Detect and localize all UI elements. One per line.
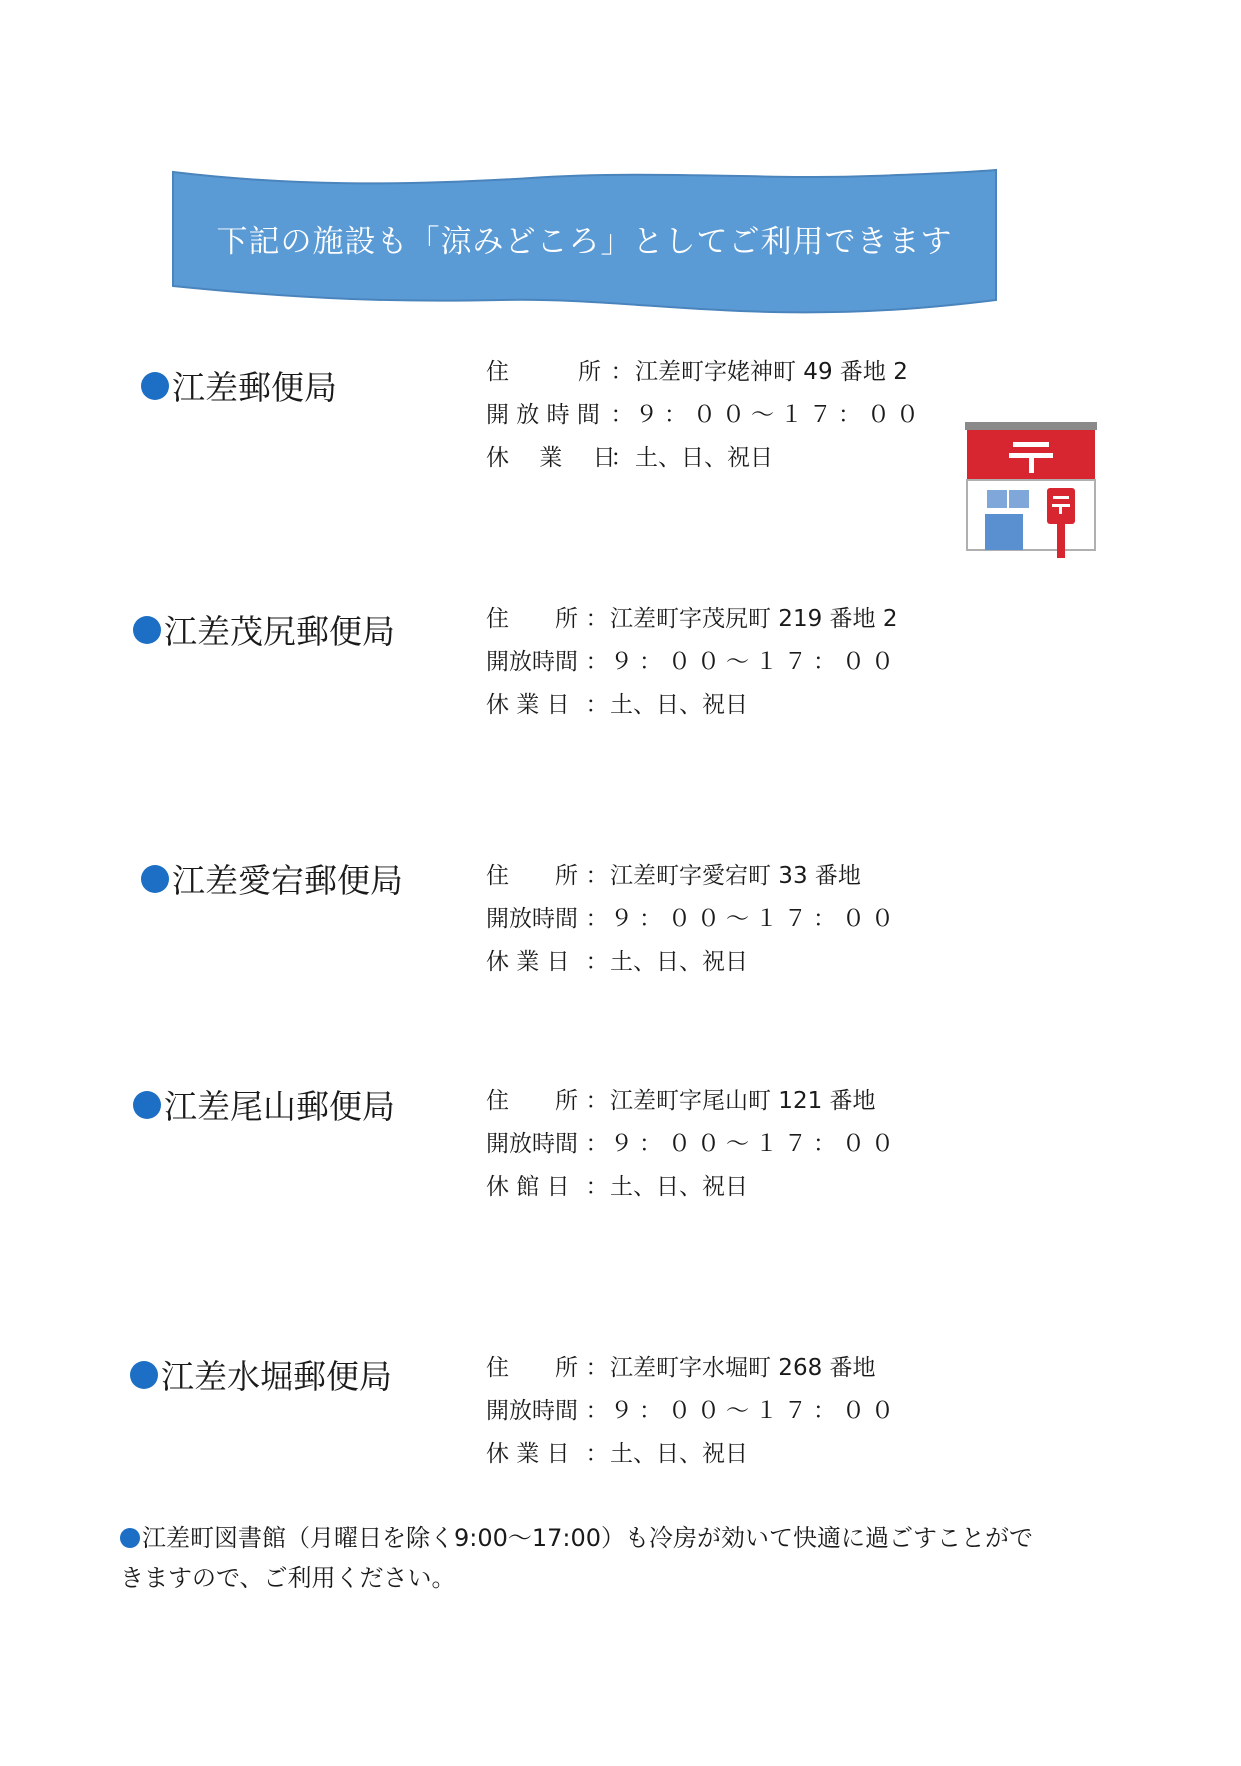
closed-days-label: 休 業 日 (486, 1441, 570, 1467)
banner (171, 168, 998, 316)
hours-label: 開放時間 (486, 1131, 578, 1157)
closed-days-row (486, 684, 900, 727)
hours-value: ９：００～１７：００ (610, 649, 900, 675)
closed-days-value: 土、日、祝日 (610, 1441, 748, 1467)
address-label: 住 所 (486, 1088, 578, 1114)
separator: ： (585, 692, 609, 718)
address-value: 江差町字水堀町 268 番地 (610, 1355, 876, 1381)
closed-days-row (486, 437, 925, 480)
hours-label: 開放時間 (486, 1398, 578, 1424)
post-office-icon (963, 420, 1099, 562)
address-value: 江差町字茂尻町 219 番地 2 (610, 606, 898, 632)
bullet-icon (133, 1091, 161, 1119)
hours-label: 開 放 時 間 (486, 402, 600, 428)
hours-row (486, 1390, 900, 1433)
bullet-icon (141, 372, 169, 400)
closed-days-row (486, 941, 900, 984)
closed-days-row (486, 1166, 900, 1209)
office-name: 江差茂尻郵便局 (164, 612, 395, 651)
separator: ： (585, 1441, 609, 1467)
office-name: 江差郵便局 (172, 368, 337, 407)
address-value: 江差町字姥神町 49 番地 2 (635, 359, 908, 385)
office-details (486, 598, 900, 727)
hours-value: ９：００～１７：００ (635, 402, 925, 428)
address-row (486, 1347, 900, 1390)
separator: ： (610, 359, 634, 385)
separator: ： (585, 906, 609, 932)
hours-label: 開放時間 (486, 649, 578, 675)
bullet-icon (141, 865, 169, 893)
closed-days-value: 土、日、祝日 (610, 692, 748, 718)
separator: ： (585, 863, 609, 889)
hours-row (486, 394, 925, 437)
separator: ： (610, 445, 634, 471)
bullet-icon (133, 616, 161, 644)
address-row (486, 598, 900, 641)
office-name-heading (133, 1081, 395, 1128)
office-name-heading (141, 362, 337, 409)
separator: ： (585, 1355, 609, 1381)
hours-value: ９：００～１７：００ (610, 906, 900, 932)
office-details (486, 351, 925, 480)
office-details (486, 1080, 900, 1209)
office-name: 江差愛宕郵便局 (172, 861, 403, 900)
address-label: 住 所 (486, 863, 578, 889)
address-label: 住 所 (486, 606, 578, 632)
address-value: 江差町字尾山町 121 番地 (610, 1088, 876, 1114)
address-row (486, 855, 900, 898)
address-row (486, 1080, 900, 1123)
closed-days-value: 土、日、祝日 (610, 949, 748, 975)
bullet-icon (130, 1361, 158, 1389)
address-row (486, 351, 925, 394)
closed-days-label: 休 館 日 (486, 1174, 570, 1200)
closed-days-value: 土、日、祝日 (610, 1174, 748, 1200)
separator: ： (585, 1174, 609, 1200)
closed-days-label: 休 業 日 (486, 445, 616, 471)
separator: ： (585, 649, 609, 675)
office-name: 江差水堀郵便局 (161, 1357, 392, 1396)
office-details (486, 1347, 900, 1476)
separator: ： (585, 606, 609, 632)
separator: ： (585, 1131, 609, 1157)
office-details (486, 855, 900, 984)
address-label: 住 所 (486, 359, 601, 385)
separator: ： (585, 1088, 609, 1114)
closed-days-row (486, 1433, 900, 1476)
office-name: 江差尾山郵便局 (164, 1087, 395, 1126)
office-name-heading (141, 855, 403, 902)
hours-value: ９：００～１７：００ (610, 1131, 900, 1157)
office-name-heading (130, 1351, 392, 1398)
address-label: 住 所 (486, 1355, 578, 1381)
office-name-heading (133, 606, 395, 653)
closed-days-value: 土、日、祝日 (635, 445, 773, 471)
hours-value: ９：００～１７：００ (610, 1398, 900, 1424)
closed-days-label: 休 業 日 (486, 949, 570, 975)
hours-row (486, 1123, 900, 1166)
hours-row (486, 898, 900, 941)
hours-row (486, 641, 900, 684)
bullet-icon (120, 1528, 140, 1548)
address-value: 江差町字愛宕町 33 番地 (610, 863, 861, 889)
library-note (120, 1518, 1040, 1598)
banner-title: 下記の施設も「涼みどころ」としてご利用できます (216, 223, 953, 260)
hours-label: 開放時間 (486, 906, 578, 932)
separator: ： (585, 949, 609, 975)
separator: ： (610, 402, 634, 428)
closed-days-label: 休 業 日 (486, 692, 570, 718)
library-note-text: 江差町図書館（月曜日を除く9:00～17:00）も冷房が効いて快適に過ごすことができますので、ご利用ください。 (120, 1524, 1034, 1592)
separator: ： (585, 1398, 609, 1424)
